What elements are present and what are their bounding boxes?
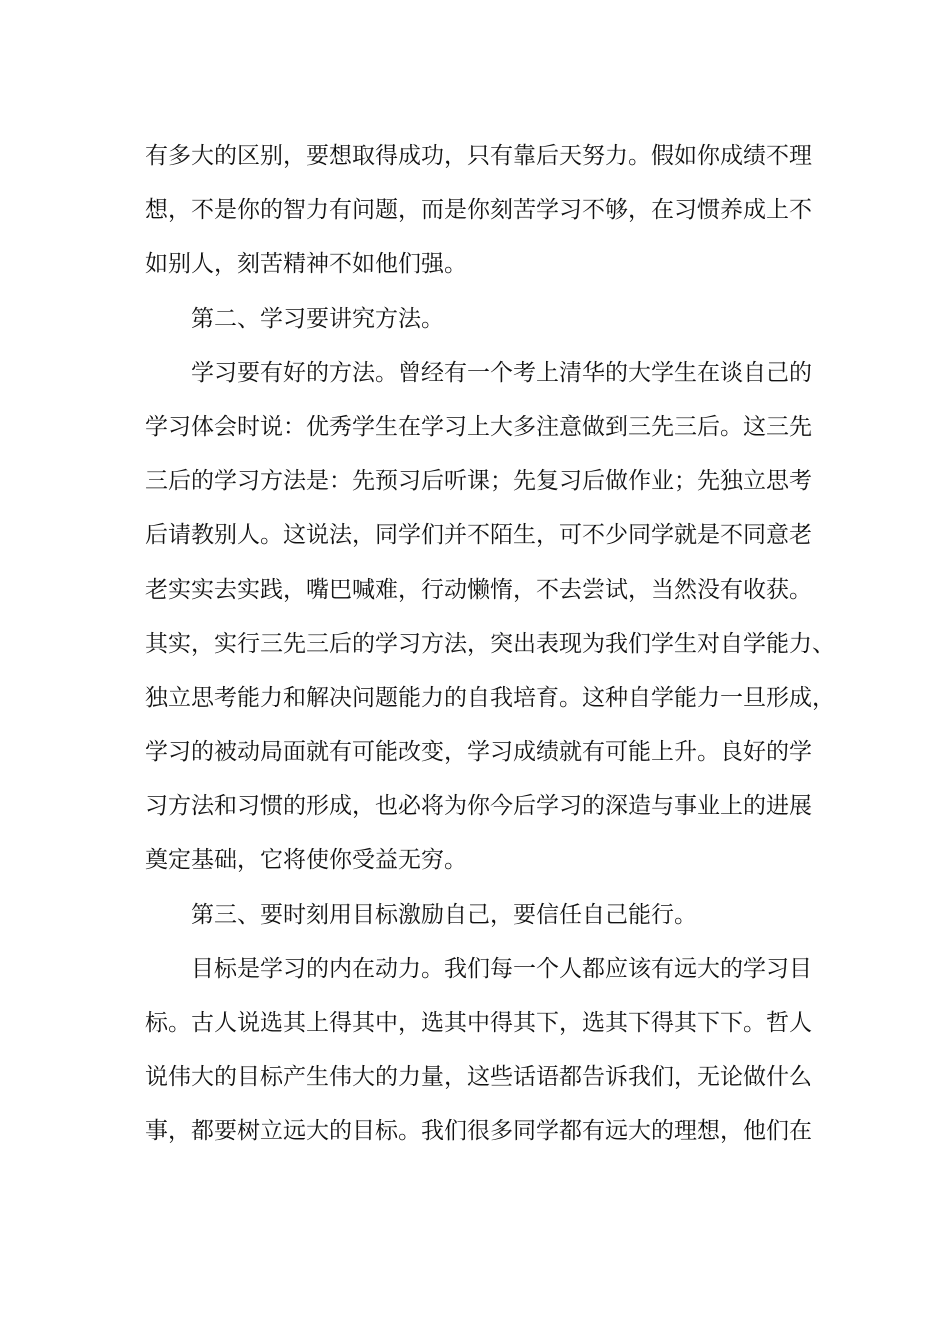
text-line: 学习体会时说：优秀学生在学习上大多注意做到三先三后。这三先 bbox=[145, 413, 812, 440]
text-line: 习方法和习惯的形成，也必将为你今后学习的深造与事业上的进展 bbox=[145, 793, 812, 820]
text-line: 三后的学习方法是：先预习后听课；先复习后做作业；先独立思考 bbox=[145, 468, 812, 495]
section-heading: 第三、要时刻用目标激励自己，要信任自己能行。 bbox=[191, 901, 697, 928]
text-line: 有多大的区别，要想取得成功，只有靠后天努力。假如你成绩不理 bbox=[145, 143, 812, 169]
document-body bbox=[145, 129, 835, 1159]
text-line: 独立思考能力和解决问题能力的自我培育。这种自学能力一旦形成， bbox=[145, 684, 835, 711]
text-line: 老实实去实践，嘴巴喊难，行动懒惰，不去尝试，当然没有收获。 bbox=[145, 576, 812, 603]
text-line: 学习要有好的方法。曾经有一个考上清华的大学生在谈自己的 bbox=[191, 359, 812, 386]
text-line: 学习的被动局面就有可能改变，学习成绩就有可能上升。良好的学 bbox=[145, 739, 812, 766]
text-line: 说伟大的目标产生伟大的力量，这些话语都告诉我们，无论做什么 bbox=[145, 1064, 812, 1091]
text-line: 奠定基础，它将使你受益无穷。 bbox=[145, 847, 467, 874]
text-line: 后请教别人。这说法，同学们并不陌生，可不少同学就是不同意老 bbox=[145, 522, 812, 549]
text-line: 事，都要树立远大的目标。我们很多同学都有远大的理想，他们在 bbox=[145, 1118, 812, 1145]
text-line: 想，不是你的智力有问题，而是你刻苦学习不够，在习惯养成上不 bbox=[145, 197, 812, 224]
section-heading: 第二、学习要讲究方法。 bbox=[191, 305, 444, 332]
text-line: 目标是学习的内在动力。我们每一个人都应该有远大的学习目 bbox=[191, 955, 812, 982]
text-line: 标。古人说选其上得其中，选其中得其下，选其下得其下下。哲人 bbox=[145, 1010, 812, 1036]
text-line: 如别人，刻苦精神不如他们强。 bbox=[145, 251, 467, 278]
text-line: 其实，实行三先三后的学习方法，突出表现为我们学生对自学能力、 bbox=[145, 630, 835, 657]
